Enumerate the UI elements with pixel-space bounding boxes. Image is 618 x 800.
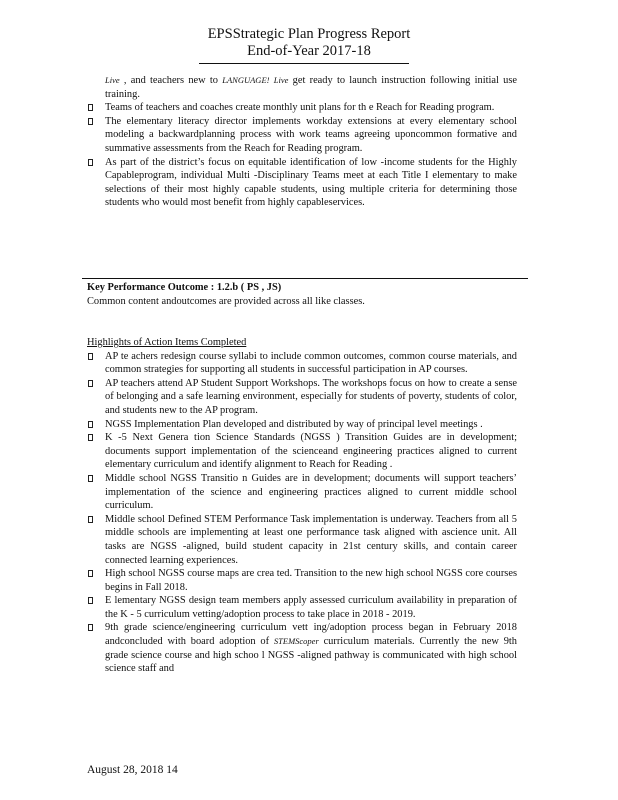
list-item-text: Middle school Defined STEM Performance Task implementation is underway. Teachers from all 5 middle schools are implementing at least one performance task aligned with ascience unit. All tasks are NGSS -aligned, build student capacity in 21st century skills, and contain career connected learning experiences. xyxy=(105,513,517,566)
continued-paragraph xyxy=(87,74,517,101)
list-item-text: The elementary literacy director implements workday extensions at every elementary school modeling a backwardplanning process with work teams agreeing uponcommon formative and summative assessments from the Reach for Reading program. xyxy=(105,115,517,154)
section-divider xyxy=(82,278,528,279)
list-item-text: NGSS Implementation Plan developed and distributed by way of principal level meetings . xyxy=(105,418,483,430)
top-section xyxy=(87,74,517,210)
continued-text-2: get ready to launch instruction following initial use training. xyxy=(105,75,517,100)
list-item-text: E lementary NGSS design team members apply assessed curriculum availability in preparation of the K - 5 curriculum vetting/adoption process to take place in 2018 - 2019. xyxy=(105,595,517,620)
page-footer: August 28, 2018 14 xyxy=(87,764,178,776)
bullet-box-icon xyxy=(88,434,93,441)
bullet-box-icon xyxy=(88,104,93,111)
list-item-text: High school NGSS course maps are crea ted. Transition to the new high school NGSS core courses begins in Fall 2018. xyxy=(105,568,517,593)
list-item xyxy=(87,621,517,675)
report-header xyxy=(0,26,618,60)
report-title: EPSStrategic Plan Progress Report xyxy=(207,26,411,42)
list-item xyxy=(87,431,517,472)
list-item-text: Middle school NGSS Transitio n Guides are in development; documents will support teachers’ implementation of the science and engineering practices aligned to current middle school curriculum. xyxy=(105,472,517,512)
header-underline xyxy=(199,63,409,64)
bullet-box-icon xyxy=(88,475,93,482)
list-item xyxy=(87,418,517,432)
list-item-text: Teams of teachers and coaches create monthly unit plans for th e Reach for Reading program. xyxy=(105,102,495,114)
continued-text-1: , and teachers new to xyxy=(119,75,223,86)
list-item xyxy=(87,567,517,594)
bullet-box-icon xyxy=(88,353,93,360)
report-subtitle: End-of-Year 2017-18 xyxy=(247,43,371,59)
list-item-text-cont: curriculum materials. Currently the new 9th grade science course and high schoo l NGSS -aligned pathway is communicated with high school science staff and xyxy=(105,636,517,675)
list-item-text: K -5 Next Genera tion Science Standards (NGSS ) Transition Guides are in development; documents support implementation of the scienceand engineering practices aligned to current elementary curriculum and identify alignment to Reach for Reading . xyxy=(105,432,517,471)
bullet-box-icon xyxy=(88,624,93,631)
bullet-box-icon xyxy=(88,597,93,604)
key-performance-outcome xyxy=(87,281,527,308)
list-item xyxy=(87,101,517,115)
kpo-title: Key Performance Outcome : 1.2.b ( PS , JS) xyxy=(87,282,282,293)
list-item xyxy=(87,594,517,621)
list-item xyxy=(87,115,517,156)
list-item-text: As part of the district’s focus on equitable identification of low -income students for the Highly Capableprogram, individual Multi -Disciplinary Teams meet at each Title I elementary to make selections of their most highly capable students, using multiple criteria for determining those students who would most benefit from highly capableservices. xyxy=(105,156,517,209)
language-label: LANGUAGE! xyxy=(222,75,270,85)
list-item xyxy=(87,156,517,210)
bullet-box-icon xyxy=(88,380,93,387)
list-item xyxy=(87,377,517,418)
list-item-text: 9th grade science/engineering curriculum vett ing/adoption process began in February 2018 andconcluded with board adoption of xyxy=(105,622,517,648)
list-item xyxy=(87,513,517,567)
list-item xyxy=(87,472,517,513)
live-label: Live xyxy=(105,75,120,85)
bullet-box-icon xyxy=(88,118,93,125)
bullet-box-icon xyxy=(88,570,93,577)
bullet-box-icon xyxy=(88,421,93,428)
kpo-text: Common content andoutcomes are provided across all like classes. xyxy=(87,295,365,307)
list-item-text: AP teachers attend AP Student Support Workshops. The workshops focus on how to create a sense of belonging and a safe learning environment, especially for students of poverty, students of color, and students new to the AP program. xyxy=(105,377,517,416)
stemscoper-label: STEMScoper xyxy=(273,636,319,647)
bullet-box-icon xyxy=(88,516,93,523)
highlights-section xyxy=(87,336,517,676)
live-label-2: Live xyxy=(273,75,289,85)
list-item-text: AP te achers redesign course syllabi to include common outcomes, common course materials, and common strategies for supporting all students in successful participation in AP courses. xyxy=(105,350,517,376)
bullet-box-icon xyxy=(88,159,93,166)
highlights-title: Highlights of Action Items Completed xyxy=(87,337,247,348)
list-item xyxy=(87,350,517,377)
